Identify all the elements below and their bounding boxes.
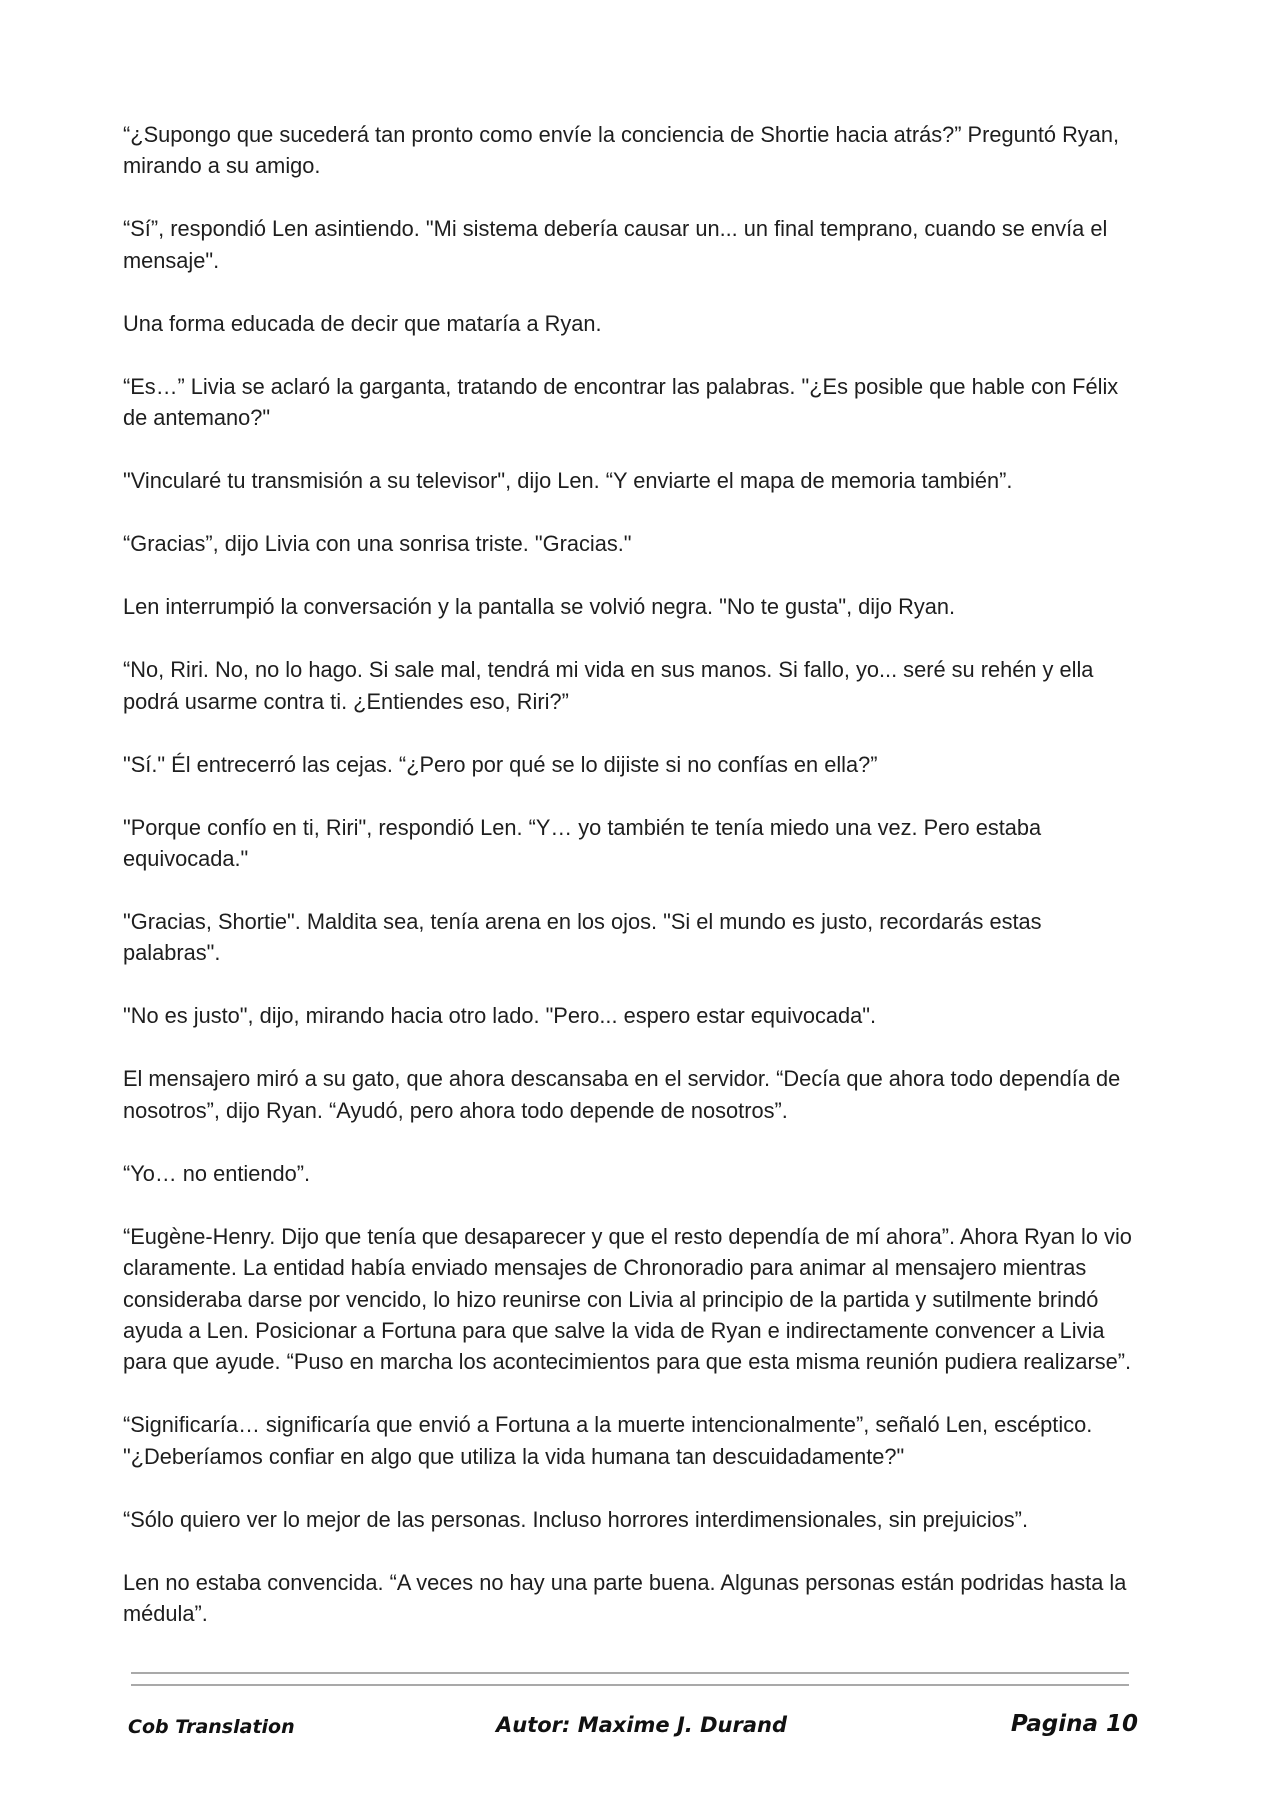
footer-author: Autor: Maxime J. Durand — [496, 1713, 787, 1737]
paragraph-14: “Yo… no entiendo”. — [123, 1160, 311, 1186]
paragraph-18: Len no estaba convencida. “A veces no hay una parte buena. Algunas personas están podridas hasta la médula”. — [123, 1569, 1127, 1627]
paragraph-16: “Significaría… significaría que envió a Fortuna a la muerte intencionalmente”, señaló Len, escéptico. "¿Deberíamos confiar en algo que utiliza la vida humana tan descuidadamente?" — [123, 1412, 1093, 1469]
paragraph-8: “No, Riri. No, no lo hago. Si sale mal, tendrá mi vida en sus manos. Si fallo, yo... seré su rehén y ella podrá usarme contra ti. ¿Entiendes eso, Riri?” — [123, 657, 1094, 714]
paragraph-4: “Es…” Livia se aclaró la garganta, tratando de encontrar las palabras. "¿Es posible que hable con Félix de antemano?" — [123, 373, 1119, 431]
footer-divider-bottom — [131, 1684, 1129, 1686]
paragraph-3: Una forma educada de decir que mataría a Ryan. — [123, 310, 602, 336]
paragraph-5: "Vincularé tu transmisión a su televisor", dijo Len. “Y enviarte el mapa de memoria también”. — [123, 468, 1013, 494]
footer-page-number: Pagina 10 — [1010, 1711, 1138, 1737]
paragraph-17: “Sólo quiero ver lo mejor de las personas. Incluso horrores interdimensionales, sin prejuicios”. — [123, 1506, 1028, 1532]
paragraph-6: “Gracias”, dijo Livia con una sonrisa triste. "Gracias." — [123, 531, 632, 557]
paragraph-1: “¿Supongo que sucederá tan pronto como envíe la conciencia de Shortie hacia atrás?” Preguntó Ryan, mirando a su amigo. — [123, 122, 1120, 179]
paragraph-7: Len interrumpió la conversación y la pantalla se volvió negra. "No te gusta", dijo Ryan. — [123, 594, 956, 620]
footer-translator: Cob Translation — [128, 1716, 295, 1738]
page-footer — [128, 1713, 1138, 1747]
paragraph-12: "No es justo", dijo, mirando hacia otro lado. "Pero... espero estar equivocada". — [123, 1003, 877, 1029]
paragraph-15: “Eugène-Henry. Dijo que tenía que desaparecer y que el resto dependía de mí ahora”. Ahora Ryan lo vio claramente. La entidad había enviado mensajes de Chronoradio para animar al mensajero mientras consideraba darse por vencido, lo hizo reunirse con Livia al principio de la partida y sutilmente brindó ayuda a Len. Posicionar a Fortuna para que salve la vida de Ryan e indirectamente convencer a Livia para que ayude. “Puso en marcha los acontecimientos para que esta misma reunión pudiera realizarse”. — [123, 1223, 1132, 1375]
page-body — [123, 119, 1133, 1661]
paragraph-13: El mensajero miró a su gato, que ahora descansaba en el servidor. “Decía que ahora todo dependía de nosotros”, dijo Ryan. “Ayudó, pero ahora todo depende de nosotros”. — [123, 1066, 1121, 1123]
paragraph-10: "Porque confío en ti, Riri", respondió Len. “Y… yo también te tenía miedo una vez. Pero estaba equivocada." — [123, 814, 1042, 872]
paragraph-11: "Gracias, Shortie". Maldita sea, tenía arena en los ojos. "Si el mundo es justo, recordarás estas palabras". — [123, 909, 1042, 966]
paragraph-2: “Sí”, respondió Len asintiendo. "Mi sistema debería causar un... un final temprano, cuando se envía el mensaje". — [123, 216, 1108, 273]
paragraph-9: "Sí." Él entrecerró las cejas. “¿Pero por qué se lo dijiste si no confías en ella?” — [123, 751, 878, 777]
footer-divider-top — [131, 1672, 1129, 1674]
